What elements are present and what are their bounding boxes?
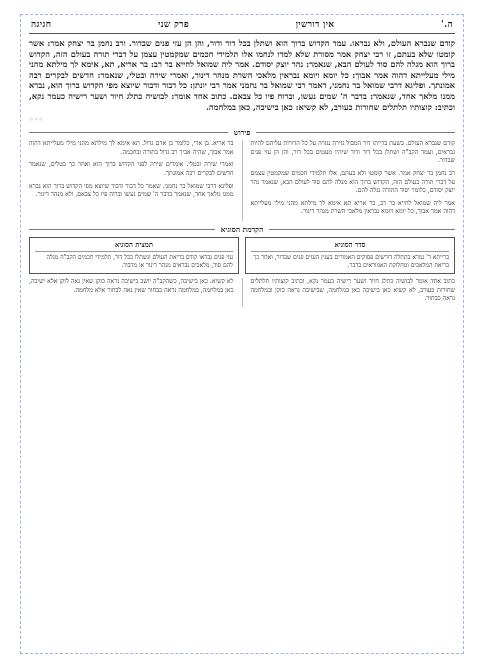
bottom-left-column (29, 278, 234, 307)
box-title: תמצית הסוגיא (35, 241, 233, 252)
document-page (20, 14, 464, 654)
folio-number: ה.' (441, 20, 453, 30)
tractate-name: חגיגה (31, 20, 52, 30)
commentary-paragraph: לא קשיא. כאן בישיבה, כשהקב"ה יושב בישיבה נראה כזקן שאין נאה לזקן אלא ישיבה, כאן במלחמה, במלחמה נראה כבחור שאין נאה לבחור אלא מלחמה. (29, 277, 234, 294)
peirush-left-column (29, 140, 234, 221)
divider (269, 229, 455, 230)
peirush-columns (29, 140, 455, 221)
box-text: ברייתא ד' גמרא בתחלה דורשים פסוקים האמורים בענין העזים פנים שבדור, ואחר כך בריאת המלאכים ומחלוקת האמוראים בדבר. (253, 253, 449, 269)
page-header (29, 19, 455, 34)
sugya-order-box (245, 237, 455, 274)
divider (29, 132, 228, 133)
commentary-paragraph: קודם שנברא העולם. בשעת ברייתו דור המבול גזירה נגזרה על כל הדורות עליהם להיות נבראים, ועמד הקב"ה ושתלן בכל דור ודור שיהיו מעטים בכל דור, והן הן עזי פנים שבדור. (250, 140, 455, 165)
commentary-paragraph: ואמרי שירה ובטלי. אומרים שירה לפני הקדוש ברוך הוא ואחר כך בטלים, שנאמר חדשים לבקרים רבה אמונתך. (29, 161, 234, 177)
bottom-section (29, 278, 455, 307)
separator-dots: ◦◦◦ (29, 115, 44, 125)
summary-boxes (29, 237, 455, 274)
column-divider (242, 278, 243, 307)
chapter-name: אין דורשין (295, 20, 335, 30)
commentary-paragraph: כתוב אחד אומר לבושיה כתלג חיור ושער רישיה כעמר נקא, וכתיב קוצותיו תלתלים שחורות כעורב, לא קשיא כאן בישיבה כאן במלחמה, שבישיבה נראה כזקן ובמלחמה נראה כבחור. (250, 277, 455, 303)
bottom-right-column (251, 278, 456, 307)
commentary-paragraph: אמר ליה שמואל לחייא בר רב, בר אריא תא אימא לך מילתא מהני מילי מעלייתא דהוה אמר אבוך, כל יומא ויומא נבראין מלאכי השרת מנהר דינור. (250, 199, 455, 216)
commentary-paragraph: רב נחמן בר יצחק אמר. אשר קומטו ולא בעתם, אלו תלמידי חכמים שמקמטין עצמם על דברי תורה בעולם הזה, הקדוש ברוך הוא מגלה להם סוד לעולם הבא, שנאמר נהר יוצק יסודם, כלומר יסוד התורה נגלה להם. (250, 169, 455, 195)
hakdama-heading (29, 225, 455, 234)
divider (256, 132, 455, 133)
gemara-paragraph: קודם שנברא העולם, ולא נבראו. עמד הקדוש ברוך הוא ושתלן בכל דור ודור, והן הן עזי פנים שבדור. ורב נחמן בר יצחק אמר: אשר קומטו שלא בעתם, זו רבי יצחק אמר מסורת שלא למדו לנחמו אלו תלמידי חכמים שמקמטין עצמן על דברי תורה בעולם הזה, הקדוש ברוך הוא מגלה להם סוד לעולם הבא, שנאמר: נהר יוצק יסודם. אמר ליה שמואל לחייא בר רב: בר אריא, תא, אימא לך מילתא מהני מילי מעלייתא דהוה אמר אבוך: כל יומא ויומא נבראין מלאכי השרת מנהר דינור, ואמרי שירה ובטלי, שנאמר: חדשים לבקרים רבה אמונתך. ופליגא דרבי שמואל בר נחמני, דאמר רבי שמואל בר נחמני אמר רבי יונתן: כל דבור ודבור שיוצא מפי הקדוש ברוך הוא, נברא ממנו מלאך אחד, שנאמר: בדבר ה' שמים נעשו, וברוח פיו כל צבאם. כתוב אחד אומר: לבושיה כתלג חיור ושער רישיה כעמר נקא, וכתיב: קוצותיו תלתלים שחורות כעורב, לא קשיא: כאן בישיבה, כאן במלחמה. (29, 38, 455, 112)
peirush-right-column (251, 140, 456, 221)
peirush-heading (29, 128, 455, 137)
commentary-paragraph: ופליגא דרבי שמואל בר נחמני. שאמר כל דבור ודבור שיוצא מפי הקדוש ברוך הוא נברא ממנו מלאך אחד, שנאמר בדבר ה' שמים נעשו וברוח פיו כל צבאם, ולא מנהר דינור. (29, 182, 234, 199)
peirush-title: פירוש (233, 128, 251, 138)
divider (29, 229, 215, 230)
bottom-columns (29, 278, 455, 307)
box-title: סדר הסוגיא (251, 241, 449, 252)
sugya-summary-box (29, 237, 239, 274)
commentary-paragraph: בר אריא. בן ארי, כלומר בן אדם גדול. תא אימא לך מילתא מהני מילי מעלייתא דהוה אמר אבוך, שהיה אביך רב גדול בתורה ובחכמה. (29, 140, 234, 156)
box-text: עזי פנים נבראו קודם בריאת העולם ונשתלו בכל דור, תלמידי חכמים הקב"ה מגלה להם סוד, מלאכים נבראים מנהר דינור או מדבור. (46, 253, 233, 269)
column-divider (242, 140, 243, 221)
hakdama-title: הקדמת הסוגיא (220, 224, 264, 234)
gemara-text (29, 38, 455, 112)
chapter-number: פרק שני (158, 20, 190, 30)
